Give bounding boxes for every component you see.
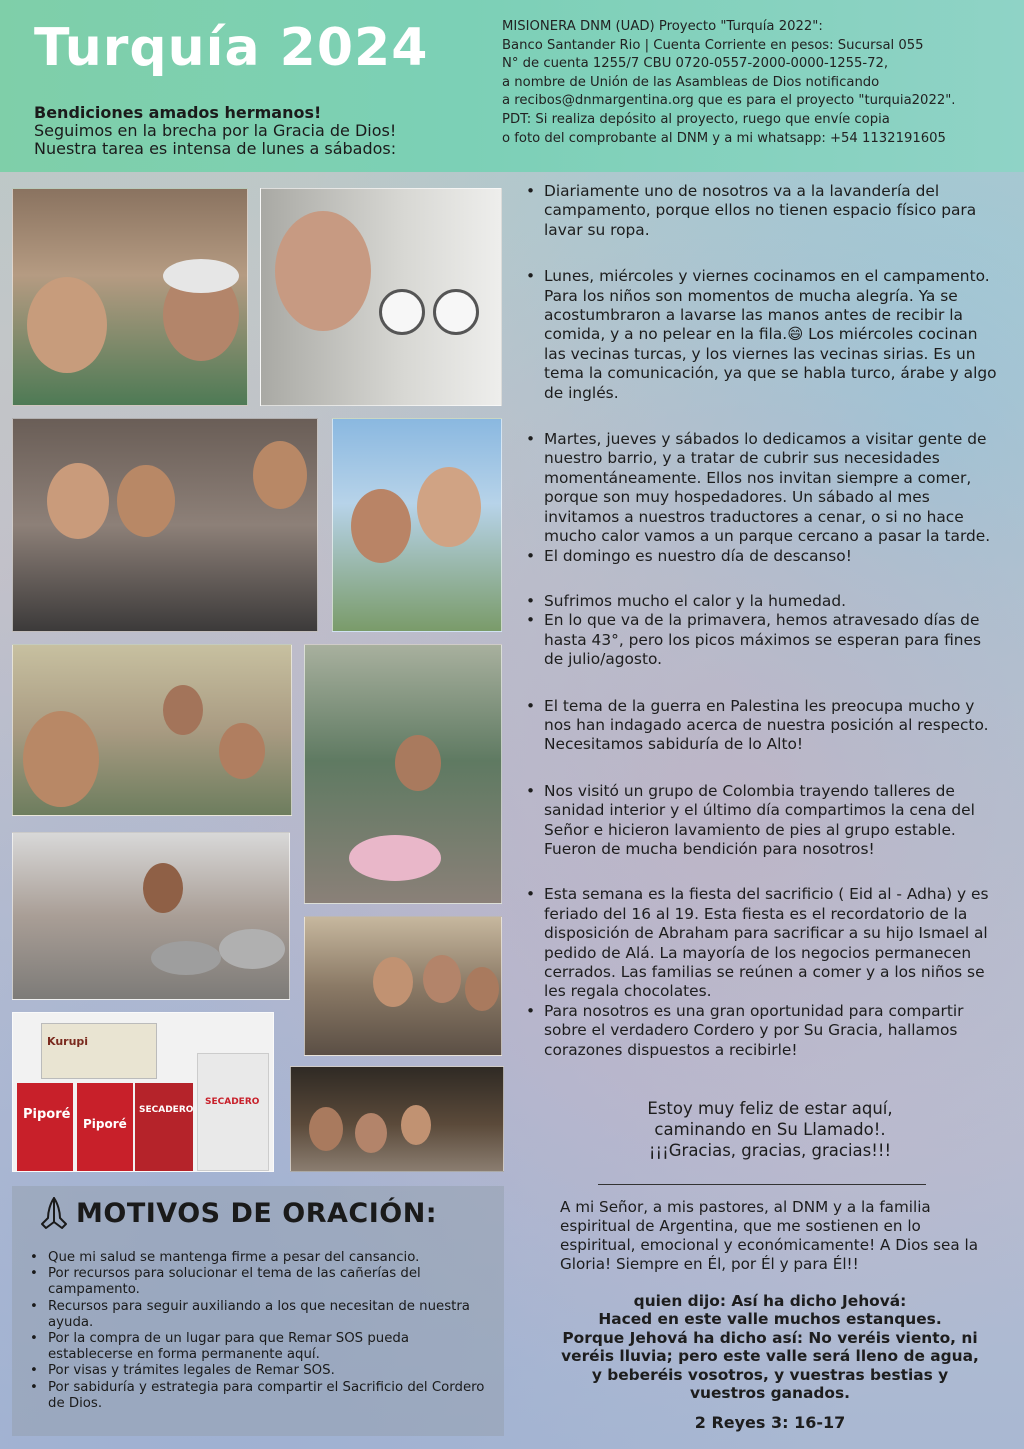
bank-line: N° de cuenta 1255/7 CBU 0720-0557-2000-0000-1255-72, [502,56,889,72]
greeting-block [34,104,474,158]
paragraph-list [524,430,1004,566]
list-item: • En lo que va de la primavera, hemos atravesado días de hasta 43°, pero los picos máximos se esperan para fines de julio/agosto. [524,611,1004,669]
list-item: • Lunes, miércoles y viernes cocinamos en el campamento. Para los niños son momentos de mucha alegría. Ya se acostumbraron a lavarse las manos antes de recibir la comida, y a no pelear en la fila.😄 Los miércoles cocinan las vecinas turcas, y los viernes las vecinas sirias. Es un tema la comunicación, ya que se habla turco, árabe y algo de inglés. [524,267,1004,403]
list-item: • Diariamente uno de nosotros va a la lavandería del campamento, porque ellos no tienen espacio físico para lavar su ropa. [524,182,1004,240]
thanks-text: A mi Señor, a mis pastores, al DNM y a la familia espiritual de Argentina, que me sostienen en lo espiritual, emocional y económicamente! A Dios sea la Gloria! Siempre en Él, por Él y para Él!! [560,1198,979,1273]
paragraph-list [524,885,1004,1060]
prayer-item: • Que mi salud se mantenga firme a pesar del cansancio. [28,1250,496,1266]
paragraph-list [524,782,1004,860]
yerba-label: Piporé [23,1107,71,1122]
list-item: • El domingo es nuestro día de descanso! [524,547,1004,566]
page-title: Turquía 2024 [34,18,429,78]
yerba-label: SECADERO [139,1105,194,1115]
verse-line: Porque Jehová ha dicho así: No veréis viento, ni veréis lluvia; pero este valle será lleno de agua, y beberéis vosotros, y vuestras bestias y vuestros ganados. [561,1328,979,1403]
bank-line: PDT: Si realiza depósito al proyecto, ruego que envíe copia [502,111,890,127]
closing-line: ¡¡¡Gracias, gracias, gracias!!! [648,1141,892,1160]
greeting-line: Nuestra tarea es intensa de lunes a sábados: [34,139,397,158]
verse-reference: 2 Reyes 3: 16-17 [694,1413,846,1432]
prayer-item: • Por visas y trámites legales de Remar SOS. [28,1363,496,1379]
paragraph-list [524,592,1004,670]
photo-foot-washing [304,644,502,904]
bank-line: MISIONERA DNM (UAD) Proyecto "Turquía 2022": [502,19,823,34]
yerba-label: Piporé [83,1117,127,1131]
closing-line: Estoy muy feliz de estar aquí, [647,1099,893,1118]
photo-park-selfie [332,418,502,632]
photo-visit-group [304,916,502,1056]
verse-line: quien dijo: Así ha dicho Jehová: [633,1292,907,1310]
photo-laundry-selfie [260,188,502,406]
list-item: • Para nosotros es una gran oportunidad para compartir sobre el verdadero Cordero y por Su Gracia, hallamos corazones dispuestos a recibirle! [524,1002,1004,1060]
prayer-title: MOTIVOS DE ORACIÓN: [76,1198,438,1229]
yerba-label: SECADERO [205,1097,260,1107]
prayer-box [12,1186,504,1436]
bank-line: a nombre de Unión de las Asambleas de Dios notificando [502,74,880,90]
photo-kids-kitchen [12,832,290,1000]
divider [598,1184,926,1185]
paragraph-list [524,267,1004,403]
prayer-item: • Por recursos para solucionar el tema de las cañerías del campamento. [28,1266,496,1298]
verse-line: Haced en este valle muchos estanques. [598,1310,942,1329]
bible-verse [560,1292,980,1402]
photo-dining-selfie [12,188,248,406]
bank-line: a recibos@dnmargentina.org que es para el proyecto "turquia2022". [502,93,956,109]
bank-line: Banco Santander Rio | Cuenta Corriente en pesos: Sucursal 055 [502,37,924,53]
prayer-item: • Por la compra de un lugar para que Remar SOS pueda establecerse en forma permanente aquí. [28,1331,496,1363]
list-item: • Esta semana es la fiesta del sacrificio ( Eid al - Adha) y es feriado del 16 al 19. Esta fiesta es el recordatorio de la disposición de Abraham para sacrificar a su hijo Ismael al pedido de Alá. La mayoría de los negocios permanecen cerrados. Las familias se reúnen a comer y a los niños se les regala chocolates. [524,885,1004,1001]
bank-info [502,18,1002,148]
photo-night-dinner [290,1066,504,1172]
prayer-item: • Recursos para seguir auxiliando a los que necesitan de nuestra ayuda. [28,1299,496,1331]
paragraph-list [524,182,1004,240]
closing-line: caminando en Su Llamado!. [654,1120,886,1139]
prayer-list [28,1250,496,1412]
photo-kitchen-team [12,418,318,632]
header-banner [0,0,1024,172]
paragraph-list [524,697,1004,755]
main-content [524,182,1004,1060]
greeting-line: Bendiciones amados hermanos! [34,103,322,122]
praying-hands-icon [36,1194,72,1234]
photo-yerba-mate [12,1012,274,1172]
prayer-item: • Por sabiduría y estrategia para compartir el Sacrificio del Cordero de Dios. [28,1380,496,1412]
yerba-label: Kurupi [47,1035,89,1048]
bank-line: o foto del comprobante al DNM y a mi whatsapp: +54 1132191605 [502,130,946,146]
list-item: • Nos visitó un grupo de Colombia trayendo talleres de sanidad interior y el último día compartimos la cena del Señor e hicieron lavamiento de pies al grupo estable. Fueron de mucha bendición para nosotros! [524,782,1004,860]
list-item: • El tema de la guerra en Palestina les preocupa mucho y nos han indagado acerca de nuestra posición al respecto. Necesitamos sabiduría de lo Alto! [524,697,1004,755]
list-item: • Martes, jueves y sábados lo dedicamos a visitar gente de nuestro barrio, y a tratar de cubrir sus necesidades momentáneamente. Ellos nos invitan siempre a comer, porque son muy hospedadores. Un sábado al mes invitamos a nuestros traductores a cenar, o si no hace mucho calor vamos a un parque cercano a pasar la tarde. [524,430,1004,546]
list-item: • Sufrimos mucho el calor y la humedad. [524,592,1004,611]
closing-message [560,1098,980,1161]
greeting-line: Seguimos en la brecha por la Gracia de Dios! [34,121,397,140]
photo-group-meal [12,644,292,816]
